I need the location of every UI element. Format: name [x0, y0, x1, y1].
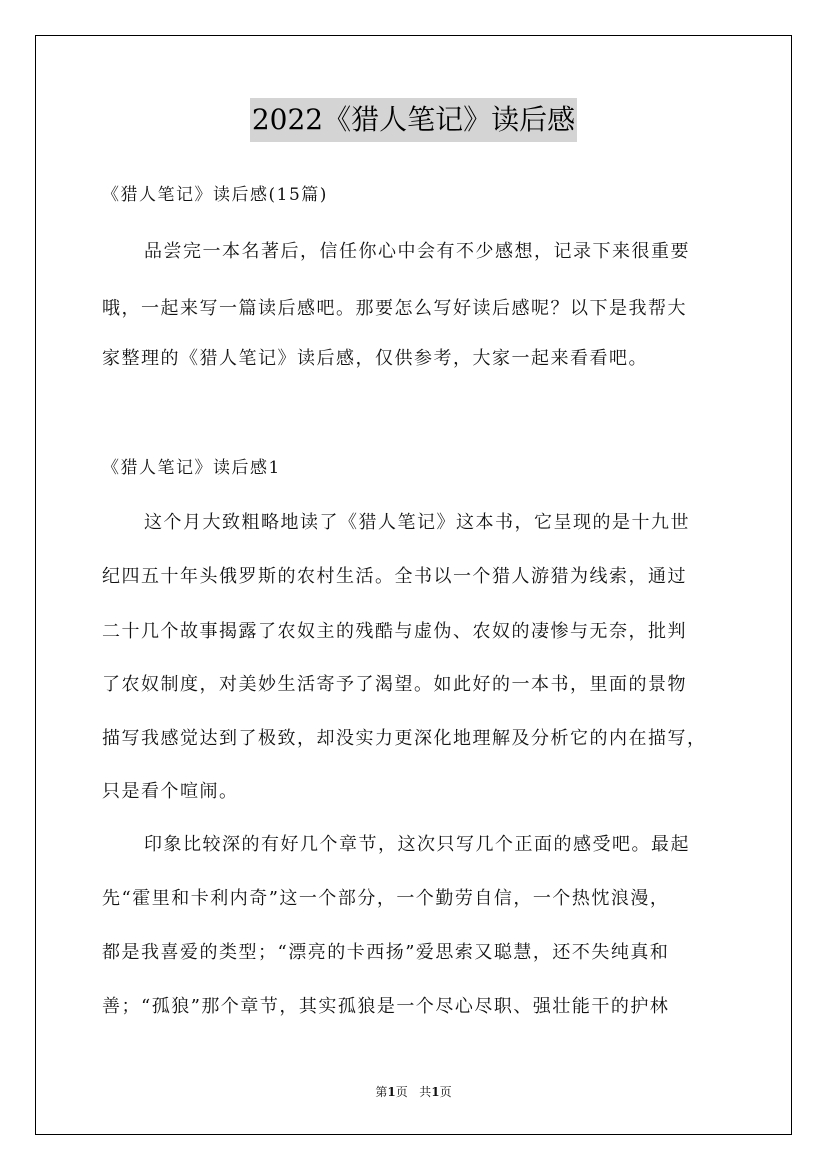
paragraph-line: 只是看个喧闹。: [102, 781, 239, 802]
footer-page-prefix: 第: [375, 1085, 388, 1099]
intro-line: 家整理的《猎人笔记》读后感，仅供参考，大家一起来看看吧。: [102, 348, 648, 369]
subtitle: 《猎人笔记》读后感(15篇): [102, 185, 328, 205]
paragraph-line: 描写我感觉达到了极致，却没实力更深化地理解及分析它的内在描写，: [102, 728, 707, 749]
page-footer: [0, 1083, 827, 1100]
paragraph-line: 二十几个故事揭露了农奴主的残酷与虚伪、农奴的凄惨与无奈，批判: [102, 621, 687, 642]
paragraph-line: 了农奴制度，对美妙生活寄予了渴望。如此好的一本书，里面的景物: [102, 674, 687, 695]
footer-page-suffix: 页: [395, 1085, 408, 1099]
paragraph-line: 纪四五十年头俄罗斯的农村生活。全书以一个猎人游猎为线索，通过: [102, 566, 687, 587]
paragraph-line: 善；“孤狼”那个章节，其实孤狼是一个尽心尽职、强壮能干的护林: [102, 996, 670, 1017]
document-title: 2022《猎人笔记》读后感: [250, 98, 577, 142]
footer-page-number: 1: [387, 1085, 396, 1099]
footer-total-prefix: 共: [419, 1085, 432, 1099]
intro-line: 品尝完一本名著后，信任你心中会有不少感想，记录下来很重要: [144, 241, 690, 262]
paragraph-line: 印象比较深的有好几个章节，这次只写几个正面的感受吧。最起: [144, 834, 690, 855]
intro-line: 哦，一起来写一篇读后感吧。那要怎么写好读后感呢？以下是我帮大: [102, 298, 687, 319]
section-heading: 《猎人笔记》读后感1: [102, 458, 281, 478]
paragraph-line: 这个月大致粗略地读了《猎人笔记》这本书，它呈现的是十九世: [144, 512, 690, 533]
document-title-wrap: [0, 98, 827, 142]
paragraph-line: 先“霍里和卡利内奇”这一个部分，一个勤劳自信，一个热忱浪漫，: [102, 888, 670, 909]
footer-total-suffix: 页: [439, 1085, 452, 1099]
paragraph-line: 都是我喜爱的类型；“漂亮的卡西扬”爱思索又聪慧，还不失纯真和: [102, 942, 670, 963]
footer-total-number: 1: [431, 1085, 440, 1099]
